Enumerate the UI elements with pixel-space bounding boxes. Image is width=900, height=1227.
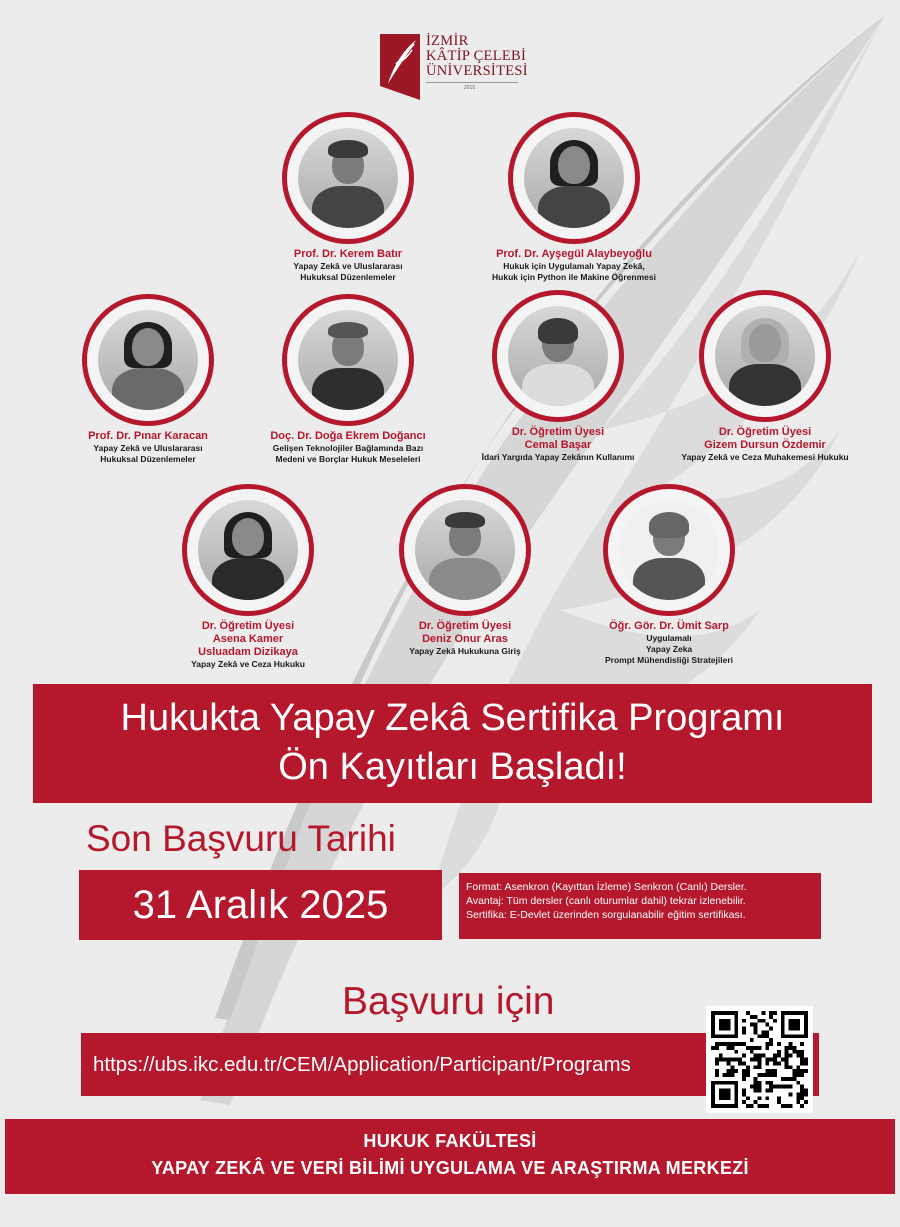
speaker-name: Cemal Başar [524, 439, 592, 451]
speaker-photo-frame [82, 294, 214, 426]
speaker-photo-frame [282, 294, 414, 426]
university-logo [378, 28, 528, 102]
speaker-card [438, 290, 678, 463]
speaker-photo [98, 310, 198, 410]
footer-banner [5, 1119, 895, 1194]
speaker-topic: Medeni ve Borçlar Hukuk Meseleleri [275, 454, 421, 464]
logo-year: 2010 [464, 85, 476, 91]
speaker-photo [524, 128, 624, 228]
application-url-link[interactable]: https://ubs.ikc.edu.tr/CEM/Application/Participant/Programs [93, 1053, 631, 1076]
speaker-topic: Hukuk için Uygulamalı Yapay Zekâ, [503, 261, 645, 271]
logo-line-2: KÂTİP ÇELEBİ [426, 48, 527, 64]
speaker-photo-frame [182, 484, 314, 616]
speaker-topic: İdari Yargıda Yapay Zekânın Kullanımı [481, 452, 635, 462]
speaker-topic: Gelişen Teknolojiler Bağlamında Bazı [272, 443, 424, 453]
program-info-box [459, 873, 821, 939]
speaker-photo-frame [508, 112, 640, 244]
program-subtitle: Ön Kayıtları Başladı! [278, 746, 627, 788]
info-format: Format: Asenkron (Kayıttan İzleme) Senkron (Canlı) Dersler. [466, 881, 747, 893]
speaker-name: Prof. Dr. Kerem Batır [293, 248, 403, 260]
deadline-date: 31 Aralık 2025 [79, 870, 442, 940]
speaker-topic: Yapay Zekâ ve Uluslararası [293, 261, 403, 271]
speaker-photo [298, 128, 398, 228]
speaker-photo-frame [282, 112, 414, 244]
logo-divider [426, 82, 518, 83]
speaker-photo [415, 500, 515, 600]
speaker-topic: Yapay Zekâ Hukukuna Giriş [409, 646, 521, 656]
speaker-photo-frame [492, 290, 624, 422]
speaker-topic: Hukuksal Düzenlemeler [300, 272, 396, 282]
speaker-name: Doç. Dr. Doğa Ekrem Doğancı [270, 430, 426, 442]
speaker-topic: Hukuk için Python ile Makine Öğrenmesi [492, 272, 656, 282]
faculty-name: HUKUK FAKÜLTESİ [363, 1131, 537, 1151]
speaker-card [228, 112, 468, 283]
speaker-name: Prof. Dr. Pınar Karacan [88, 430, 208, 442]
speaker-photo [508, 306, 608, 406]
speaker-name: Dr. Öğretim Üyesi [718, 426, 812, 438]
speaker-name: Asena Kamer [212, 633, 284, 645]
program-title-banner [33, 684, 872, 803]
qr-code-icon[interactable] [706, 1006, 813, 1113]
university-name [426, 34, 528, 79]
speaker-card [645, 290, 885, 463]
university-emblem-icon [378, 30, 422, 100]
deadline-label: Son Başvuru Tarihi [86, 818, 396, 859]
info-certificate: Sertifika: E-Devlet üzerinden sorgulanabilir eğitim sertifikası. [466, 909, 746, 921]
speaker-photo [298, 310, 398, 410]
speaker-topic: Uygulamalı [646, 633, 692, 643]
speaker-photo [715, 306, 815, 406]
speaker-name: Deniz Onur Aras [422, 633, 508, 645]
speaker-photo-frame [699, 290, 831, 422]
center-name: YAPAY ZEKÂ VE VERİ BİLİMİ UYGULAMA VE ARAŞTIRMA MERKEZİ [151, 1158, 749, 1178]
speaker-card [444, 112, 704, 283]
speaker-topic: Yapay Zeka [645, 644, 693, 654]
logo-line-3: ÜNİVERSİTESİ [426, 63, 528, 79]
speaker-name: Öğr. Gör. Dr. Ümit Sarp [609, 620, 729, 632]
speaker-photo-frame [399, 484, 531, 616]
speaker-card [549, 484, 789, 666]
qr-code-graphic [711, 1011, 808, 1108]
speaker-name: Dr. Öğretim Üyesi [201, 620, 295, 632]
speaker-topic: Yapay Zekâ ve Uluslararası [93, 443, 203, 453]
program-title: Hukukta Yapay Zekâ Sertifika Programı [120, 697, 785, 739]
speaker-topic: Prompt Mühendisliği Stratejileri [605, 655, 733, 665]
speaker-name: Prof. Dr. Ayşegül Alaybeyoğlu [496, 248, 652, 260]
speaker-photo [619, 500, 719, 600]
speaker-card [128, 484, 368, 670]
logo-line-1: İZMİR [426, 33, 469, 49]
speaker-name: Gizem Dursun Özdemir [704, 439, 826, 451]
speaker-photo [198, 500, 298, 600]
info-advantage: Avantaj: Tüm dersler (canlı oturumlar dahil) tekrar izlenebilir. [466, 895, 746, 907]
speaker-name: Usluadam Dizikaya [198, 646, 298, 658]
speaker-topic: Yapay Zekâ ve Ceza Hukuku [191, 659, 305, 669]
speaker-photo-frame [603, 484, 735, 616]
speaker-name: Dr. Öğretim Üyesi [511, 426, 605, 438]
apply-label: Başvuru için [342, 980, 555, 1023]
speaker-name: Dr. Öğretim Üyesi [418, 620, 512, 632]
speaker-topic: Hukuksal Düzenlemeler [100, 454, 196, 464]
speaker-topic: Yapay Zekâ ve Ceza Muhakemesi Hukuku [681, 452, 849, 462]
speaker-card [228, 294, 468, 465]
